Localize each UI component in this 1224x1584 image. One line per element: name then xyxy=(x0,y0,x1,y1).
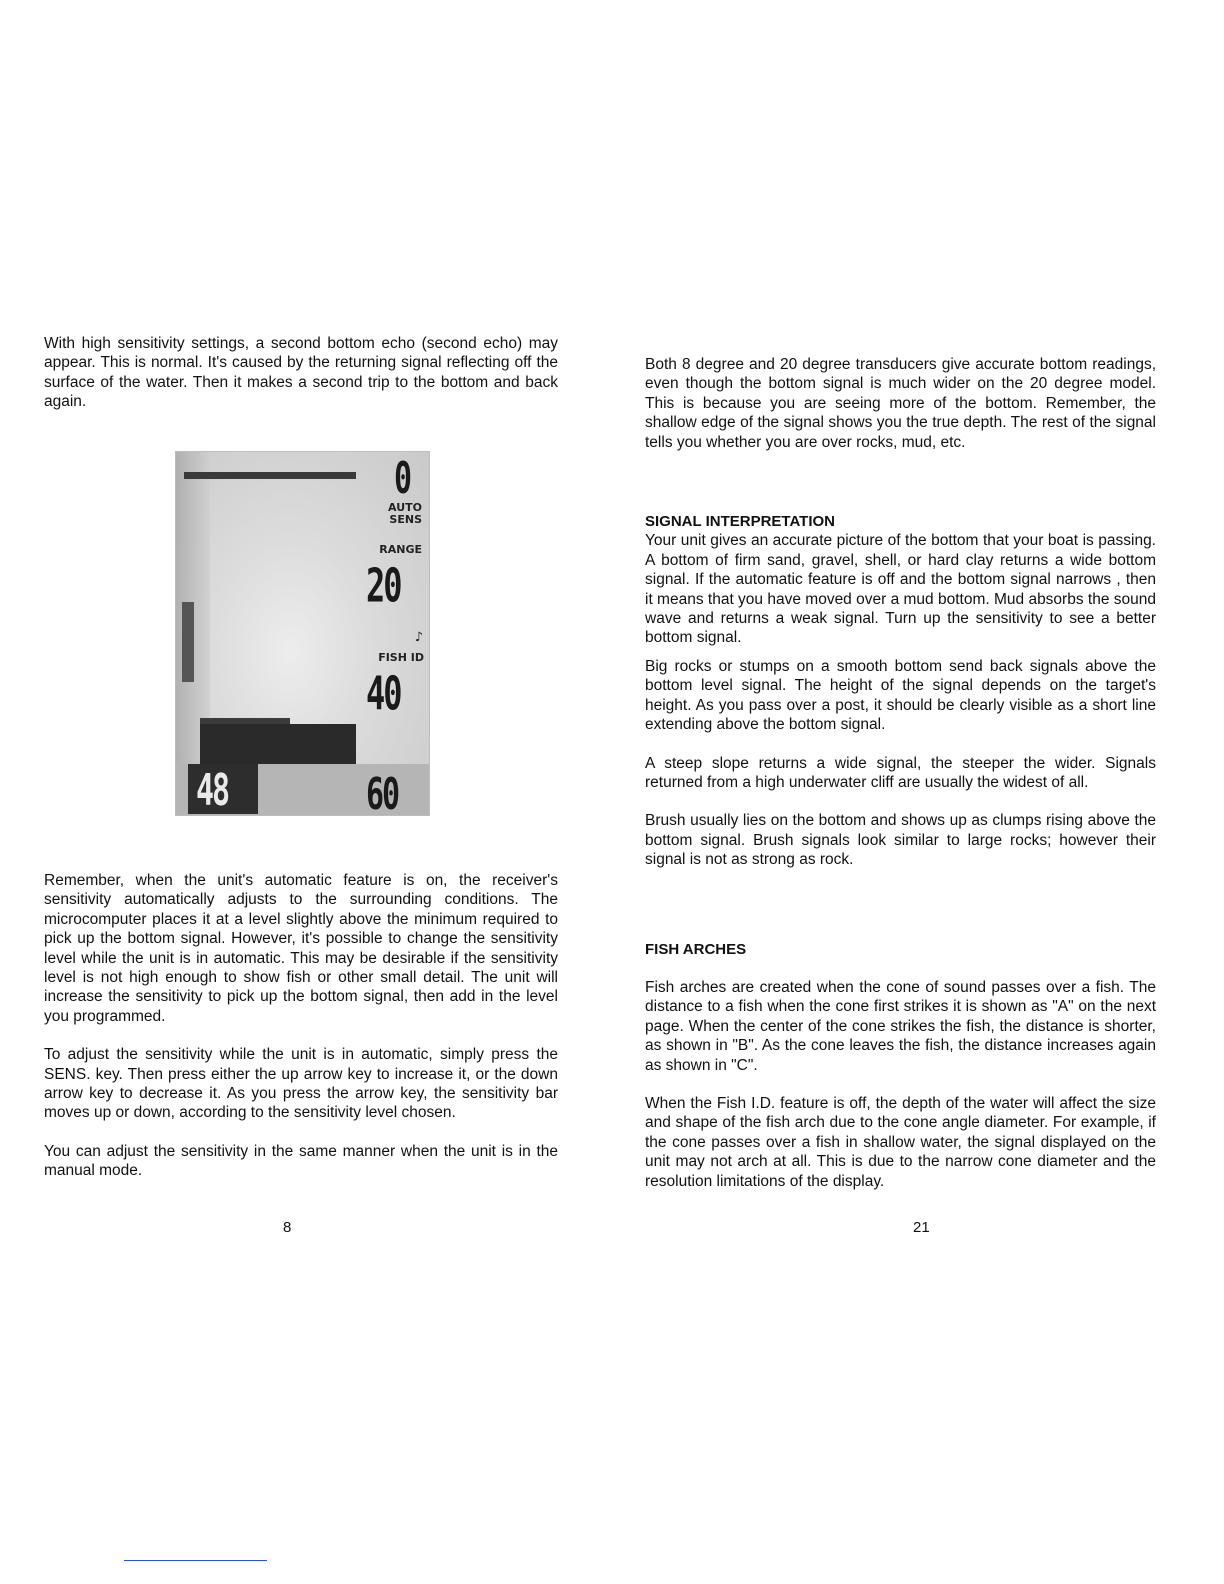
left-page-number: 8 xyxy=(283,1219,292,1236)
heading-fish-arches: FISH ARCHES xyxy=(645,940,747,958)
bottom-divider-line xyxy=(124,1560,267,1561)
left-para-second-echo: With high sensitivity settings, a second bottom echo (second echo) may appear. This is normal. It's caused by the returning signal reflecting off the surface of the water. Then it makes a second trip to the bottom and back again. xyxy=(44,335,558,411)
lcd-range-bottom: 60 xyxy=(366,770,399,816)
lcd-sensitivity-bar xyxy=(182,602,194,682)
sonar-lcd-screen xyxy=(175,451,430,816)
lcd-depth-readout: 48 xyxy=(196,766,229,816)
lcd-fish-depth: 40 xyxy=(366,666,401,722)
right-page-column xyxy=(645,355,1156,1191)
lcd-top-digit: 0 xyxy=(394,454,411,505)
left-page-column xyxy=(44,334,558,412)
left-para-manual-mode: You can adjust the sensitivity in the same manner when the unit is in the manual mode. xyxy=(44,1142,558,1180)
right-para-bottom-types: Your unit gives an accurate picture of the bottom that your boat is passing. A bottom of firm sand, gravel, shell, or hard clay returns a wide bottom signal. If the automatic feature is off and the bottom signal narrows , then it means that you have moved over a mud bottom. Mud absorbs the sound wave and returns a weak signal. Turn up the sensitivity to see a better bottom signal. xyxy=(645,532,1156,647)
right-page-number: 21 xyxy=(913,1219,930,1236)
right-para-fish-arches: Fish arches are created when the cone of sound passes over a fish. The distance to a fish when the cone first strikes it is shown as "A" on the next page. When the center of the cone strikes the fish, the distance is shorter, as shown in "B". As the cone leaves the fish, the distance increases again as shown in "C". xyxy=(645,978,1156,1074)
lcd-sens-label: SENS xyxy=(389,513,422,526)
right-para-steep-slope: A steep slope returns a wide signal, the steeper the wider. Signals returned from a high underwater cliff are usually the widest of all. xyxy=(645,754,1156,791)
left-para-adjust-sensitivity: To adjust the sensitivity while the unit is in automatic, simply press the SENS. key. Then press either the up arrow key to increase it, or the down arrow key to decrease it. As you press the arrow key, the sensitivity bar moves up or down, according to the sensitivity level chosen. xyxy=(44,1046,558,1122)
left-para-auto-sensitivity: Remember, when the unit's automatic feature is on, the receiver's sensitivity automatically adjusts to the surrounding conditions. The microcomputer places it at a level slightly above the minimum required to pick up the bottom signal. However, it's possible to change the sensitivity level while the unit is in automatic. This may be desirable if the sensitivity level is not high enough to show fish or other small detail. The unit will increase the sensitivity to pick up the bottom signal, then add in the level you programmed. xyxy=(44,872,558,1025)
lcd-fish-id-label: FISH ID xyxy=(378,651,424,664)
lcd-auto-label: AUTO xyxy=(388,501,422,514)
lcd-range-value: 20 xyxy=(366,558,401,614)
right-para-fish-id-off: When the Fish I.D. feature is off, the depth of the water will affect the size and shape of the fish arch due to the cone angle diameter. For example, if the cone passes over a fish in shallow water, the signal displayed on the unit may not arch at all. This is due to the narrow cone diameter and the resolution limitations of the display. xyxy=(645,1094,1156,1190)
heading-signal-interpretation: SIGNAL INTERPRETATION xyxy=(645,513,836,531)
left-page-column-lower xyxy=(44,871,558,1181)
fish-symbol-icon: ♪ xyxy=(414,630,423,645)
lcd-surface-line xyxy=(184,472,356,479)
lcd-range-label: RANGE xyxy=(379,543,422,556)
right-para-rocks-stumps: Big rocks or stumps on a smooth bottom send back signals above the bottom level signal. The height of the signal depends on the target's height. As you pass over a post, it should be clearly visible as a short line extending above the bottom signal. xyxy=(645,657,1156,734)
right-para-transducers: Both 8 degree and 20 degree transducers give accurate bottom readings, even though the bottom signal is much wider on the 20 degree model. This is because you are seeing more of the bottom. Remember, the shallow edge of the signal shows you the true depth. The rest of the signal tells you whether you are over rocks, mud, etc. xyxy=(645,356,1156,451)
right-para-brush: Brush usually lies on the bottom and shows up as clumps rising above the bottom signal. Brush signals look similar to large rocks; however their signal is not as strong as rock. xyxy=(645,812,1156,869)
